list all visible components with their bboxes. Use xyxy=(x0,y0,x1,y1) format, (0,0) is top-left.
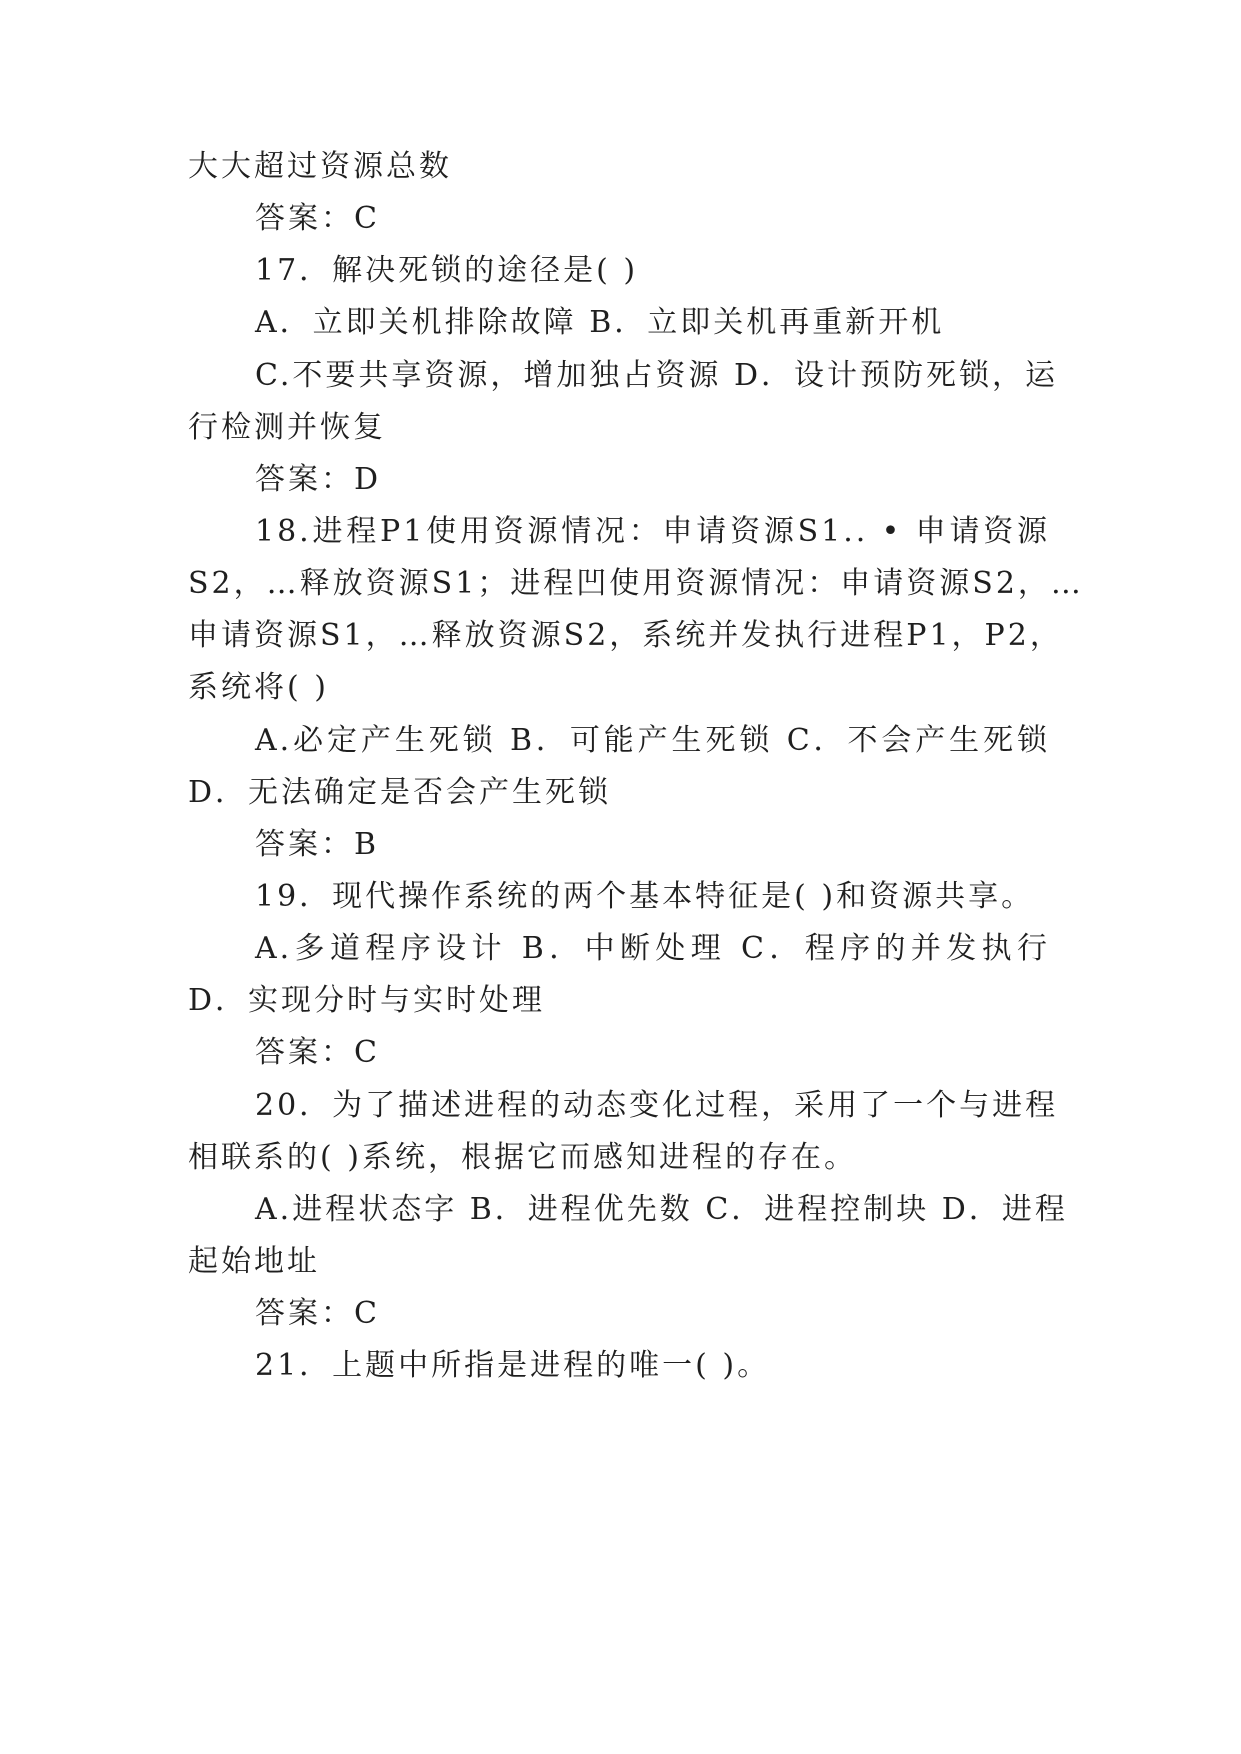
text-line: 申请资源S1，…释放资源S2，系统并发执行进程P1，P2， xyxy=(188,618,1063,653)
option-line: C.不要共享资源，增加独占资源 D．设计预防死锁，运 xyxy=(255,358,1059,393)
question-line: 18.进程P1使用资源情况：申请资源S1.. • 申请资源 xyxy=(255,514,1050,549)
answer-line: 答案：C xyxy=(255,201,380,236)
option-line: A.多道程序设计 B．中断处理 C．程序的并发执行 xyxy=(255,931,1050,966)
answer-line: 答案：C xyxy=(255,1296,380,1331)
text-line: 系统将( ) xyxy=(188,670,329,705)
question-line: 19．现代操作系统的两个基本特征是( )和资源共享。 xyxy=(255,879,1035,914)
question-line: 20．为了描述进程的动态变化过程，采用了一个与进程 xyxy=(255,1088,1059,1123)
text-line: 行检测并恢复 xyxy=(188,410,386,445)
question-line: 21．上题中所指是进程的唯一( )。 xyxy=(255,1348,771,1383)
text-line: D．无法确定是否会产生死锁 xyxy=(188,775,612,810)
answer-line: 答案：C xyxy=(255,1035,380,1070)
answer-line: 答案：D xyxy=(255,462,382,497)
option-line: A.进程状态字 B．进程优先数 C．进程控制块 D．进程 xyxy=(255,1192,1068,1227)
text-line: 起始地址 xyxy=(188,1244,320,1279)
text-line: S2，…释放资源S1；进程凹使用资源情况：申请资源S2，… xyxy=(188,566,1084,601)
answer-line: 答案：B xyxy=(255,827,380,862)
text-line: 大大超过资源总数 xyxy=(188,149,452,184)
option-line: A.必定产生死锁 B．可能产生死锁 C．不会产生死锁 xyxy=(255,723,1050,758)
question-line: 17．解决死锁的途径是( ) xyxy=(255,253,639,288)
text-line: 相联系的( )系统，根据它而感知进程的存在。 xyxy=(188,1140,857,1175)
text-line: D．实现分时与实时处理 xyxy=(188,983,546,1018)
option-line: A．立即关机排除故障 B．立即关机再重新开机 xyxy=(255,305,945,340)
